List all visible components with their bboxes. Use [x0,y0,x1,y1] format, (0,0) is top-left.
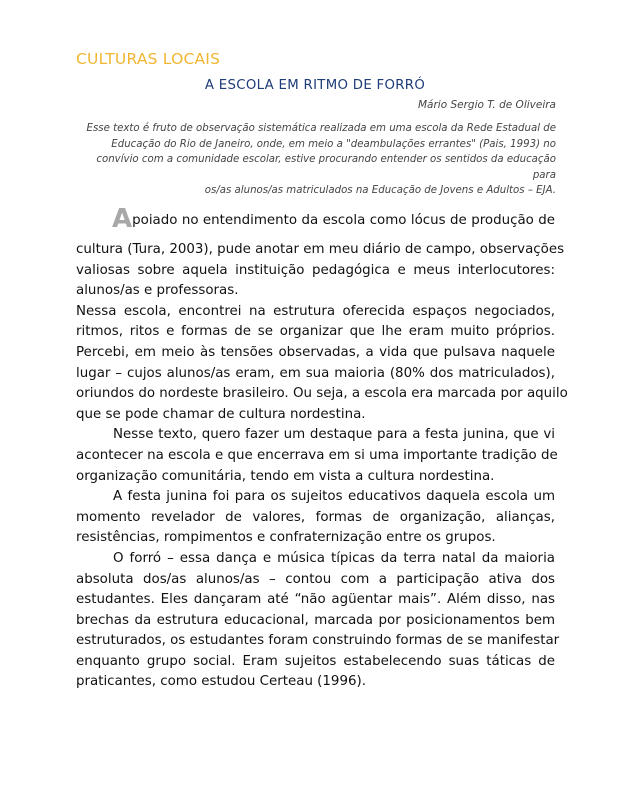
article-body [76,202,568,693]
paragraph-line: resistências, rompimentos e confraternização entre os grupos. [76,530,496,546]
paragraph-line: que se pode chamar de cultura nordestina. [76,406,366,422]
paragraph-line: estudantes. Eles dançaram até “não agüentar mais”. Além disso, nas [76,592,555,608]
paragraph-line: Nessa escola, encontrei na estrutura oferecida espaços negociados, [76,303,555,319]
abstract-line: Esse texto é fruto de observação sistemática realizada em uma escola da Rede Estadual de [86,123,556,134]
article-title: A ESCOLA EM RITMO DE FORRÓ [204,78,426,93]
paragraph-line: momento revelador de valores, formas de organização, alianças, [76,509,555,525]
paragraph-line: Percebi, em meio às tensões observadas, a vida que pulsava naquele [76,344,555,360]
author-name: Mário Sergio T. de Oliveira [417,99,556,111]
paragraph-1 [76,240,565,302]
paragraph-line: oriundos do nordeste brasileiro. Ou seja, a escola era marcada por aquilo [76,386,568,402]
paragraph-line: O forró – essa dança e música típicas da terra natal da maioria [113,550,555,566]
paragraph-line: enquanto grupo social. Eram sujeitos estabelecendo suas táticas de [76,653,555,669]
drop-cap: A [112,204,133,234]
paragraph-4 [76,487,555,549]
paragraph-3 [76,425,558,487]
paragraph-line: organização comunitária, tendo em vista a cultura nordestina. [76,468,495,484]
paragraph-line: praticantes, como estudou Certeau (1996). [76,674,366,690]
paragraph-5 [76,549,560,693]
paragraph-line: alunos/as e professoras. [76,283,239,299]
paragraph-line: lugar – cujos alunos/as eram, em sua maioria (80% dos matriculados), [76,365,555,381]
paragraph-line: brechas da estrutura educacional, marcada por posicionamentos bem [76,612,555,628]
paragraph-opening-line [76,202,555,232]
section-heading: CULTURAS LOCAIS [76,50,221,68]
abstract [86,121,556,199]
paragraph-line: ritmos, ritos e formas de se organizar que lhe eram muito próprios. [76,324,555,340]
paragraph-line: valiosas sobre aquela instituição pedagógica e meus interlocutores: [76,262,555,278]
paragraph-line: estruturados, os estudantes foram construindo formas de se manifestar [76,633,560,649]
paragraph-line: Nesse texto, quero fazer um destaque para a festa junina, que vi [113,427,555,443]
paragraph-line: absoluta dos/as alunos/as – contou com a participação ativa dos [76,571,555,587]
paragraph-line: poiado no entendimento da escola como lócus de produção de [132,213,555,229]
abstract-line: Educação do Rio de Janeiro, onde, em meio a "deambulações errantes" (Pais, 1993) no [111,138,556,150]
paragraph-2 [76,302,568,426]
paragraph-line: acontecer na escola e que encerrava em si uma importante tradição de [76,447,558,463]
paragraph-line: cultura (Tura, 2003), pude anotar em meu diário de campo, observações [76,242,565,257]
abstract-line: convívio com a comunidade escolar, estive procurando entender os sentidos da educação para [96,154,556,181]
paragraph-line: A festa junina foi para os sujeitos educativos daquela escola um [113,489,555,505]
abstract-line: os/as alunos/as matriculados na Educação de Jovens e Adultos – EJA. [204,185,556,196]
